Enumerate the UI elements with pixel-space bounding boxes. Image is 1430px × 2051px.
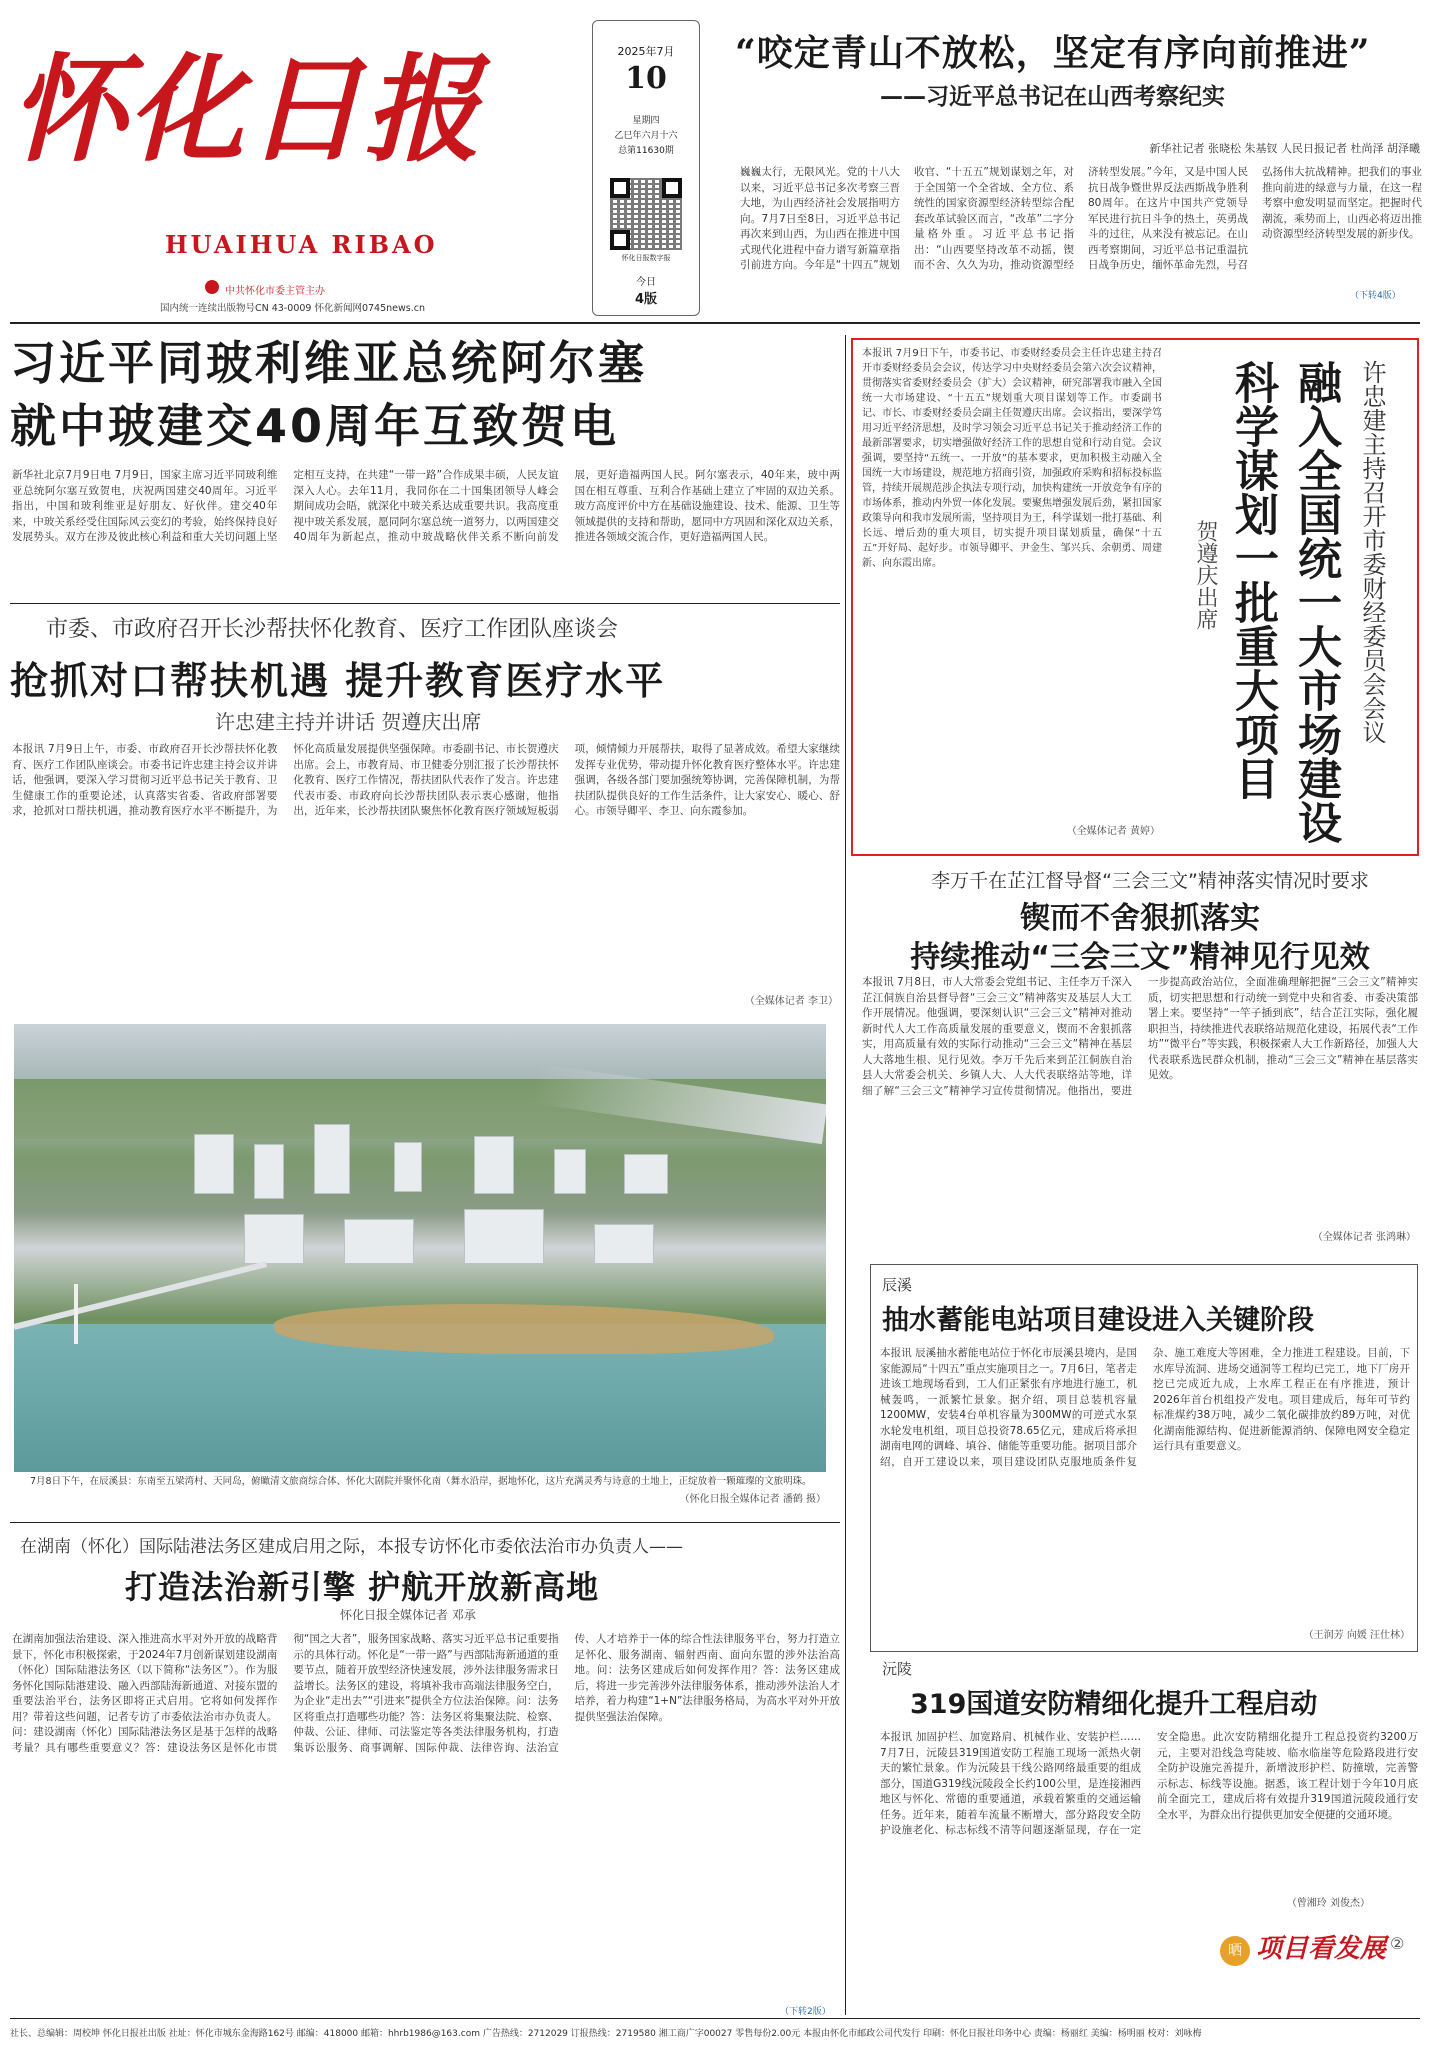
pumped-body: 本报讯 辰溪抽水蓄能电站位于怀化市辰溪县境内，是国家能源局“十四五”重点实施项目之一。7月6日，笔者走进该工地现场看到，工人们正紧张有序地进行施工，机械轰鸣，一派繁忙景象。据介绍，项目总装机容量1200MW，安装4台单机容量为300MW的可逆式水泵水轮发电机组，项目总投资78.65亿元，建成后将承担湖南电网的调峰、填谷、储能等重要功能。据项目部介绍，自开工建设以来，项目建设团队克服地质条件复杂、施工难度大等困难，全力推进工程建设。目前，下水库导流洞、进场交通洞等工程均已完工，地下厂房开挖已完成近九成，上水库工程正在有序推进，预计2026年首台机组投产发电。项目建成后，每年可节约标准煤约38万吨，减少二氧化碳排放约89万吨，对优化湖南能源结构、促进新能源消纳、保障电网安全稳定运行具有重要意义。 [880,1347,1410,1468]
lead-jump[interactable]: （下转4版） [1350,291,1401,301]
inspection-byline: （全媒体记者 张鸿琳） [1312,1232,1416,1243]
forum-body: 本报讯 7月9日上午，市委、市政府召开长沙帮扶怀化教育、医疗工作团队座谈会。市委书记许忠建主持会议并讲话，他强调，要深入学习贯彻习近平总书记关于教育、卫生健康工作的重要论述，认真落实省委、省政府部署要求，抢抓对口帮扶机遇，推动教育医疗水平不断提升，为怀化高质量发展提供坚强保障。市委副书记、市长贺遵庆出席。会上，市教育局、市卫健委分别汇报了长沙帮扶怀化教育、医疗工作情况，帮扶团队代表作了发言。许忠建代表市委、市政府向长沙帮扶团队表示衷心感谢，他指出，近年来，长沙帮扶团队聚焦怀化教育医疗领域短板弱项，倾情倾力开展帮扶，取得了显著成效。希望大家继续发挥专业优势，带动提升怀化教育医疗整体水平。许忠建强调，各级各部门要加强统筹协调，完善保障机制，为帮扶团队提供良好的工作生活条件，让大家安心、暖心、舒心。市领导卿平、李卫、向东霞参加。 [12,743,840,817]
today-label: 今日 [636,277,656,288]
inspection-kicker: 李万千在芷江督导督“三会三文”精神落实情况时要求 [931,870,1369,892]
forum-byline: （全媒体记者 李卫） [744,996,838,1007]
issue-total: 总第11630期 [618,146,674,156]
law-body: 在湖南加强法治建设、深入推进高水平对外开放的战略背景下，怀化市积极探索，于2024年7月创新谋划建设湖南（怀化）国际陆港法务区（以下简称“法务区”）。作为服务怀化国际陆港建设、融入西部陆海新通道、对接东盟的重要法治平台，法务区即将正式启用。它将如何发挥作用？带着这些问题，记者专访了市委依法治市办负责人。问：建设湖南（怀化）国际陆港法务区是基于怎样的战略考量？具有哪些重要意义？答：建设法务区是怀化市贯彻“国之大者”，服务国家战略、落实习近平总书记重要指示的具体行动。怀化是“一带一路”与西部陆海新通道的重要节点，随着开放型经济快速发展，涉外法律服务需求日益增长。法务区的建设，将填补我市高端法律服务空白，为企业“走出去”“引进来”提供全方位法治保障。问：法务区将重点打造哪些功能？答：法务区将集聚法院、检察、仲裁、公证、律师、司法鉴定等各类法律服务机构，打造集诉讼服务、商事调解、国际仲裁、法律咨询、法治宣传、人才培养于一体的综合性法律服务平台，努力打造立足怀化、服务湖南、辐射西南、面向东盟的涉外法治高地。问：法务区建成后如何发挥作用？答：法务区建成后，将进一步完善涉外法律服务体系，推动涉外法治人才培养，着力构建“1+N”法律服务格局，为高水平对外开放提供坚强法治保障。 [12,1633,840,1754]
date-weekday: 星期四 [632,116,660,126]
forum-kicker: 市委、市政府召开长沙帮扶怀化教育、医疗工作团队座谈会 [46,617,619,642]
news-photo[interactable] [14,1024,826,1472]
finance-headline-1[interactable]: 融入全国统一大市场建设 [1290,360,1341,844]
masthead-pinyin: HUAIHUA RIBAO [165,230,438,259]
masthead-title: 怀化日报 [10,42,482,178]
pumped-headline[interactable]: 抽水蓄能电站项目建设进入关键阶段 [882,1305,1314,1336]
date-day: 10 [625,61,667,96]
badge-number: ② [1390,1934,1405,1953]
lead-headline[interactable]: “咬定青山不放松，坚定有序向前推进” [735,32,1371,74]
lead-subhead: ——习近平总书记在山西考察纪实 [880,84,1225,110]
qr-caption: 怀化日报数字报 [621,254,671,262]
date-year-month: 2025年7月 [617,45,675,58]
party-logo-icon [205,280,219,294]
main-headline-line1[interactable]: 习近平同玻利维亚总统阿尔塞 [10,336,647,390]
law-byline: 怀化日报全媒体记者 邓承 [340,1608,476,1622]
main-body: 新华社北京7月9日电 7月9日，国家主席习近平同玻利维亚总统阿尔塞互致贺电，庆祝两国建交40周年。习近平指出，中国和玻利维亚是好朋友、好伙伴。建交40年来，中玻关系经受住国际风云变幻的考验，始终保持良好发展势头。双方在涉及彼此核心利益和重大关切问题上坚定相互支持，在共建“一带一路”合作成果丰硕，人民友谊深入人心。去年11月，我同你在二十国集团领导人峰会期间成功会晤，就深化中玻关系达成重要共识。我高度重视中玻关系发展，愿同阿尔塞总统一道努力，以两国建交40周年为新起点，推动中玻战略伙伴关系不断向前发展，更好造福两国人民。阿尔塞表示，40年来，玻中两国在相互尊重、互利合作基础上建立了牢固的双边关系。玻方高度评价中方在基础设施建设、技术、能源、卫生等领域提供的支持和帮助，愿同中方巩固和深化双边关系，推进各领域交流合作，更好造福两国人民。 [12,469,840,543]
law-headline[interactable]: 打造法治新引擎 护航开放新高地 [125,1568,600,1606]
date-lunar: 乙巳年六月十六 [614,131,678,141]
lead-byline: 新华社记者 张晓松 朱基钗 人民日报记者 杜尚泽 胡泽曦 [1149,142,1420,155]
sponsor-line: 中共怀化市委主管主办 [225,286,325,297]
issn-line: 国内统一连续出版物号CN 43-0009 怀化新闻网0745news.cn [160,303,425,314]
date-box [592,20,700,316]
finance-headline-2[interactable]: 科学谋划一批重大项目 [1227,360,1278,800]
inspection-headline-2[interactable]: 持续推动“三会三文”精神见行见效 [910,940,1370,975]
page-count: 4版 [634,292,658,307]
photo-credit: （怀化日报全媒体记者 潘鹤 摄） [679,1494,826,1505]
inspection-headline-1[interactable]: 锲而不舍狠抓落实 [1020,901,1260,936]
project-badge [1220,1920,1415,2000]
inspection-body: 本报讯 7月8日，市人大常委会党组书记、主任李万千深入芷江侗族自治县督导督“三会三文”精神落实及基层人大工作开展情况。他强调，要深刻认识“三会三文”精神对推动新时代人大工作高质量发展的重要意义，锲而不舍狠抓落实，用高质量有效的实际行动推动“三会三文”精神在基层人大落地生根、见行见效。李万千先后来到芷江侗族自治县人大常委会机关、乡镇人大、人大代表联络站等地，详细了解“三会三文”精神学习宣传贯彻情况。他指出，要进一步提高政治站位，全面准确理解把握“三会三文”精神实质，切实把思想和行动统一到党中央和省委、市委决策部署上来。要坚持“一竿子插到底”，结合芷江实际，强化履职担当，持续推进代表联络站规范化建设，拓展代表“工作坊”“微平台”等实践，积极探索人大工作新路径，加强人大代表联系选民群众机制，推动“三会三文”精神在基层落实见效。 [862,976,1418,1097]
finance-kicker: 许忠建主持召开市委财经委员会会议 [1358,360,1386,744]
main-headline-line2[interactable]: 就中玻建交40周年互致贺电 [10,399,620,453]
pumped-location: 辰溪 [882,1276,913,1294]
highway-headline[interactable]: 319国道安防精细化提升工程启动 [910,1689,1318,1720]
finance-byline: （全媒体记者 黄婷） [1066,826,1160,837]
law-jump[interactable]: （下转2版） [780,2007,831,2017]
finance-subhead: 贺遵庆出席 [1193,520,1218,630]
qr-code-icon[interactable] [610,178,682,250]
highway-byline: （曾湘玲 刘俊杰） [1286,1898,1370,1909]
finance-body: 本报讯 7月9日下午，市委书记、市委财经委员会主任许忠建主持召开市委财经委员会会议，传达学习中央财经委员会第六次会议精神，贯彻落实省委财经委员会（扩大）会议精神，研究部署我市融入全国统一大市场建设、“十五五”规划重大项目谋划等工作。市委副书记、市长、市委财经委员会副主任贺遵庆出席。会议指出，要深学笃用习近平经济思想，及时学习领会习近平总书记关于推动经济工作的最新部署要求，切实增强做好经济工作的思想自觉和行动自觉。会议强调，要坚持“五统一、一开放”的基本要求，更加积极主动融入全国统一大市场建设，规范地方招商引资，加强政府采购和招标投标监管，持续开展规范涉企执法专项行动，加快构建统一开放竞争有序的市场体系，推动内外贸一体化发展。要聚焦增强发展后劲，紧扣国家政策导向和我市发展所需，坚持项目为王，科学谋划一批打基础、利长远、增后劲的重大项目，切实提升项目谋划质量，确保“十五五”开好局、起好步。市领导卿平、尹金生、邹兴兵、余朝勇、周建新、向东霞出席。 [862,348,1162,569]
pumped-byline: （王润芳 向媛 汪仕林） [1303,1630,1410,1641]
forum-headline[interactable]: 抢抓对口帮扶机遇 提升教育医疗水平 [10,659,666,703]
highway-body: 本报讯 加固护栏、加宽路肩、机械作业、安装护栏……7月7日，沅陵县319国道安防工程施工现场一派热火朝天的繁忙景象。作为沅陵县干线公路网络最重要的组成部分，国道G319线沅陵段全长约100公里，是连接湘西地区与怀化、常德的重要通道，承载着繁重的交通运输任务。近年来，随着车流量不断增大，部分路段安全防护设施老化、标志标线不清等问题逐渐显现，存在一定安全隐患。此次安防精细化提升工程总投资约3200万元，主要对沿线急弯陡坡、临水临崖等危险路段进行安全防护设施完善提升，新增波形护栏、防撞墩，完善警示标志、标线等设施。据悉，该工程计划于今年10月底前全面完工，建成后将有效提升319国道沅陵段通行安全水平，为群众出行提供更加安全便捷的交通环境。 [880,1731,1418,1836]
forum-subhead: 许忠建主持并讲话 贺遵庆出席 [215,710,482,734]
lead-body: 巍巍太行，无限风光。党的十八大以来，习近平总书记多次考察三晋大地，为山西经济社会发展指明方向。7月7日至8日，习近平总书记再次来到山西，为山西在推进中国式现代化进程中奋力谱写新篇章指引前进方向。今年是“十四五”规划收官、“十五五”规划谋划之年，对于全国第一个全省域、全方位、系统性的国家资源型经济转型综合配套改革试验区而言，“改革”二字分量格外重。习近平总书记指出：“山西要坚持改革不动摇，锲而不舍、久久为功，推动资源型经济转型发展。”今年，又是中国人民抗日战争暨世界反法西斯战争胜利80周年。在这片中国共产党领导军民进行抗日斗争的热土，英勇战斗的过往，从来没有被忘记。在山西考察期间，习近平总书记重温抗日战争历史，缅怀革命先烈，号召弘扬伟大抗战精神。把我们的事业推向前进的绿意与力量，在这一程考察中愈发明显而坚定。把握时代潮流，乘势而上，山西必将迈出推动资源型经济转型发展的新步伐。 [740,166,1422,271]
highway-location: 沅陵 [882,1660,913,1678]
photo-caption: 7月8日下午，在辰溪县：东南至五梁湾村、天同岛，俯瞰清文旅商综合体、怀化大剧院并聚怀化南（舞水沿岸，据地怀化，这片充满灵秀与诗意的土地上，正绽放着一颗璀璨的文旅明珠。 [30,1476,812,1487]
badge-circle-icon: 晒 [1220,1936,1250,1966]
footer-info: 社长、总编辑：周校坤 怀化日报社出版 社址：怀化市城东金海路162号 邮编：418000 邮箱：hhrb1986@163.com 广告热线：2712029 订报热线：2719580 湘工商广字00027 零售每份2.00元 本报由怀化市邮政公司代发行 印刷：怀化日报社印务中心 责编：杨丽红 美编：杨明丽 校对：刘咏梅 [10,2029,1202,2039]
law-kicker: 在湖南（怀化）国际陆港法务区建成启用之际，本报专访怀化市委依法治市办负责人—— [20,1537,683,1557]
badge-label: 项目看发展 [1256,1934,1387,1964]
